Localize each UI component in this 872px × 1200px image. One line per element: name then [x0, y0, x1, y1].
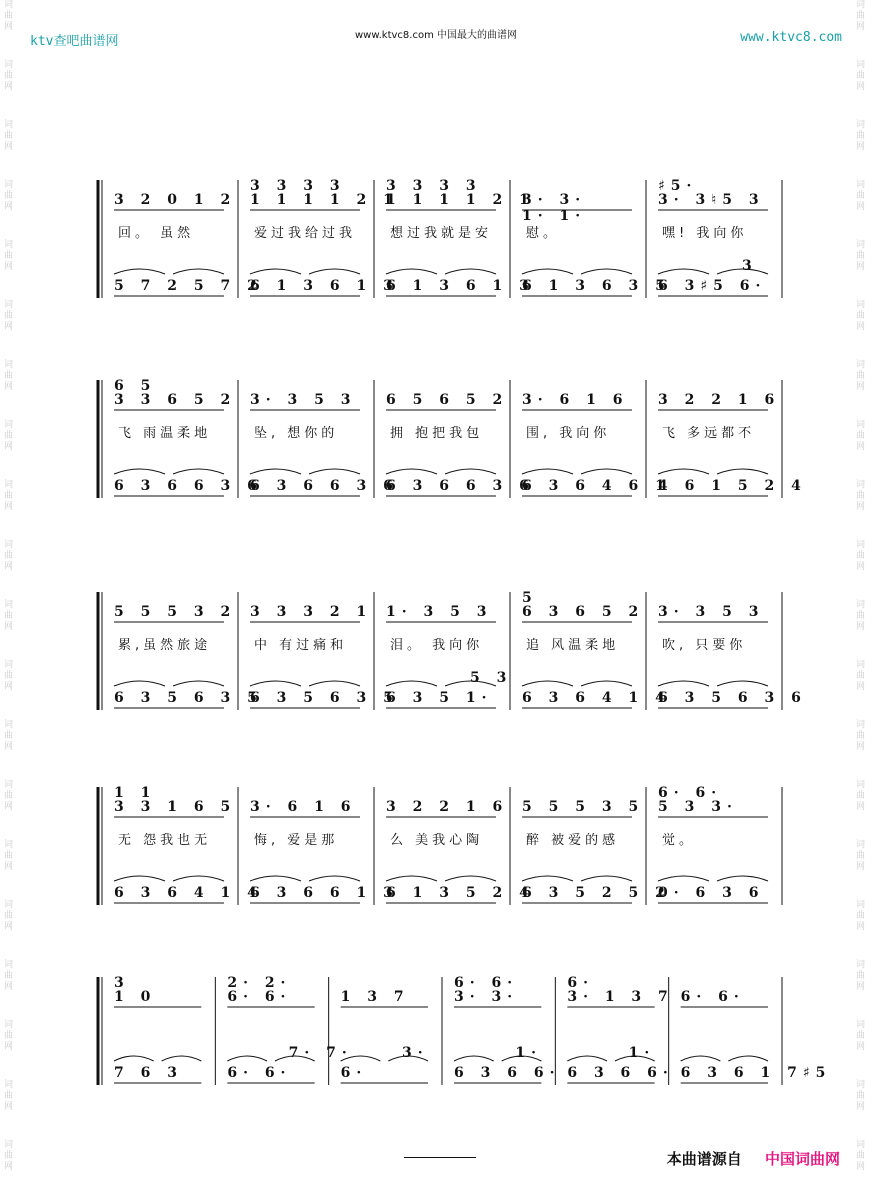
slur	[681, 1056, 721, 1061]
upper-melody-notes: 1 0	[114, 989, 157, 1005]
lyric-text: 慰。	[526, 226, 561, 241]
lyric-text: 想过我就是安	[390, 226, 493, 241]
side-watermark-text: 词 曲 网	[856, 1140, 866, 1172]
lyric-text: 无 怨我也无	[118, 833, 212, 848]
upper-high-notes: 5	[522, 590, 538, 606]
upper-melody-notes: 3 3 6 5 2	[114, 392, 237, 408]
side-watermark-text: 词 曲 网	[4, 900, 14, 932]
side-watermark-text: 词 曲 网	[4, 960, 14, 992]
lyric-text: 么 美我心陶	[390, 833, 484, 848]
lower-chord-notes: 3	[742, 258, 758, 274]
lower-chord-notes: 1·	[515, 1045, 542, 1061]
side-watermark-text: 词 曲 网	[856, 240, 866, 272]
slur	[454, 1056, 494, 1061]
lower-accompaniment-notes: 6 3 5 6 3 6	[658, 690, 807, 706]
slur	[162, 1056, 202, 1061]
lower-chord-notes: 5 3	[470, 670, 513, 686]
lower-accompaniment-notes: 6 3 6 6 3 6	[250, 478, 399, 494]
upper-melody-notes: 1 1 1 1 2 1	[386, 192, 535, 208]
slur	[173, 876, 224, 881]
slur	[173, 269, 224, 274]
upper-melody-notes: 1 3 7	[340, 989, 410, 1005]
side-watermark-text: 词 曲 网	[4, 1020, 14, 1052]
lower-accompaniment-notes: 6 1 3 6 1 3	[250, 278, 399, 294]
slur	[250, 681, 301, 686]
upper-high-notes: 2· 2·	[227, 975, 292, 991]
upper-high-notes: 1 1	[114, 785, 157, 801]
side-watermark-text: 词 曲 网	[856, 0, 866, 32]
lyric-text: 醉 被爱的感	[526, 833, 620, 848]
upper-melody-notes: 5 3 3·	[658, 799, 738, 815]
upper-high-notes: 3 3 3 3	[386, 178, 482, 194]
upper-high-notes: 6·	[567, 975, 594, 991]
lower-accompaniment-notes: 6· 6·	[227, 1065, 292, 1081]
upper-high-notes: 6· 6·	[658, 785, 723, 801]
lower-accompaniment-notes: 6 3 6 4 1 4	[522, 690, 671, 706]
lyric-text: 围, 我向你	[526, 426, 611, 441]
upper-melody-notes: 3· 3·	[522, 192, 587, 208]
lower-accompaniment-notes: 6 3 6 4 6 1	[522, 478, 671, 494]
upper-melody-notes: 3· 1 3 7	[567, 989, 674, 1005]
side-watermark-text: 词 曲 网	[856, 120, 866, 152]
slur	[386, 469, 437, 474]
slur	[309, 469, 360, 474]
slur	[114, 1056, 154, 1061]
lyric-text: 中 有过痛和	[254, 638, 348, 653]
side-watermark-text: 词 曲 网	[4, 480, 14, 512]
slur	[658, 681, 709, 686]
slur	[445, 469, 496, 474]
lower-accompaniment-notes: 5 7 2 5 7 2	[114, 278, 263, 294]
upper-melody-notes: 6 5 6 5 2	[386, 392, 509, 408]
upper-melody-notes: 3· 3 5 3	[658, 604, 765, 620]
lower-accompaniment-notes: 6 3 6 4 1 4	[114, 885, 263, 901]
side-watermark-text: 词 曲 网	[856, 1080, 866, 1112]
slur	[717, 469, 768, 474]
upper-melody-notes: 3 2 0 1 2	[114, 192, 237, 208]
slur	[717, 876, 768, 881]
slur	[309, 681, 360, 686]
lower-accompaniment-notes: 6 1 3 5 2 4	[386, 885, 535, 901]
lower-accompaniment-notes: 6 3♯5 6·	[658, 278, 767, 294]
side-watermark-text: 词 曲 网	[856, 360, 866, 392]
upper-high-notes: ♯5·	[658, 178, 698, 194]
upper-melody-notes: 3· 3♮5 3	[658, 192, 765, 208]
header-center-title: www.ktvc8.com 中国最大的曲谱网	[354, 30, 517, 41]
upper-melody-notes: 6 3 6 5 2	[522, 604, 645, 620]
side-watermark-text: 词 曲 网	[4, 180, 14, 212]
slur	[250, 469, 301, 474]
slur	[522, 469, 573, 474]
lyric-text: 觉。	[662, 833, 697, 848]
lower-accompaniment-notes: 6 3 5 1·	[386, 690, 493, 706]
side-watermark-text: 词 曲 网	[4, 240, 14, 272]
side-watermark-text: 词 曲 网	[856, 600, 866, 632]
slur	[581, 876, 632, 881]
upper-melody-notes: 3 2 2 1 6	[658, 392, 781, 408]
slur	[522, 681, 573, 686]
header-left-site: ktv查吧曲谱网	[30, 34, 119, 49]
slur	[386, 876, 437, 881]
upper-melody-notes: 6· 6·	[680, 989, 745, 1005]
slur	[250, 269, 301, 274]
side-watermark-text: 词 曲 网	[856, 780, 866, 812]
lyric-text: 吹, 只要你	[662, 638, 747, 653]
side-watermark-text: 词 曲 网	[4, 360, 14, 392]
side-watermark-text: 词 曲 网	[4, 780, 14, 812]
footer-source-label: 本曲谱源自	[666, 1150, 742, 1168]
upper-high-notes: 3	[114, 975, 130, 991]
slur	[114, 469, 165, 474]
footer-rule	[404, 1157, 476, 1158]
side-watermark-text: 词 曲 网	[4, 1140, 14, 1172]
lyric-text: 累,虽然旅途	[118, 638, 212, 653]
side-watermark-text: 词 曲 网	[4, 1080, 14, 1112]
lower-chord-notes: 7· 7·	[288, 1045, 353, 1061]
upper-melody-notes: 3 2 2 1 6	[386, 799, 509, 815]
slur	[309, 269, 360, 274]
lower-accompaniment-notes: 6 3 6 6·	[454, 1065, 561, 1081]
slur	[173, 469, 224, 474]
slur	[658, 469, 709, 474]
side-watermark-text: 词 曲 网	[856, 480, 866, 512]
side-watermark-text: 词 曲 网	[4, 600, 14, 632]
upper-melody-notes: 3· 6 1 6	[250, 799, 357, 815]
slur	[386, 681, 437, 686]
side-watermark-text: 词 曲 网	[4, 720, 14, 752]
slur	[522, 269, 573, 274]
upper-melody-notes: 1 1 1 1 2 1	[250, 192, 399, 208]
slur	[309, 876, 360, 881]
lower-accompaniment-notes: 6 3 6 6 1 3	[250, 885, 399, 901]
slur	[728, 1056, 768, 1061]
upper-melody-notes: 3· 6 1 6	[522, 392, 629, 408]
lower-chord-notes: 3·	[402, 1045, 429, 1061]
footer-site-name: 中国词曲网	[764, 1150, 840, 1168]
upper-melody-notes: 5 5 5 3 2	[114, 604, 237, 620]
upper-melody-notes-lower-voice: 1· 1·	[522, 208, 587, 224]
side-watermark-text: 词 曲 网	[856, 300, 866, 332]
lyric-text: 嘿! 我向你	[662, 226, 748, 241]
upper-melody-notes: 6· 6·	[227, 989, 292, 1005]
side-watermark-text: 词 曲 网	[856, 60, 866, 92]
slur	[227, 1056, 267, 1061]
side-watermark-text: 词 曲 网	[856, 900, 866, 932]
slur	[114, 681, 165, 686]
lyric-text: 回。 虽然	[118, 226, 195, 241]
lyric-text: 坠, 想你的	[254, 426, 339, 441]
lower-accompaniment-notes: 6 3 6 6 3 6	[386, 478, 535, 494]
lower-accompaniment-notes: 6 3 5 6 3 5	[250, 690, 399, 706]
slur	[445, 269, 496, 274]
side-watermark-text: 词 曲 网	[4, 300, 14, 332]
upper-melody-notes: 5 5 5 3 5	[522, 799, 645, 815]
footer-credit	[667, 1148, 840, 1169]
side-watermark-text: 词 曲 网	[4, 0, 14, 32]
slur	[173, 681, 224, 686]
side-watermark-text: 词 曲 网	[856, 840, 866, 872]
lower-accompaniment-notes: 6 1 3 6 3 5	[522, 278, 671, 294]
slur	[658, 269, 709, 274]
slur	[386, 269, 437, 274]
lyric-text: 飞 多远都不	[662, 426, 756, 441]
side-watermark-text: 词 曲 网	[856, 660, 866, 692]
lower-accompaniment-notes: 4 6 1 5 2 4	[658, 478, 807, 494]
side-watermark-text: 词 曲 网	[856, 180, 866, 212]
upper-high-notes: 6· 6·	[454, 975, 519, 991]
lyric-text: 追 风温柔地	[526, 638, 620, 653]
slur	[658, 876, 709, 881]
slur	[114, 269, 165, 274]
upper-melody-notes: 3· 3 5 3	[250, 392, 357, 408]
side-watermark-text: 词 曲 网	[4, 420, 14, 452]
side-watermark-text: 词 曲 网	[4, 660, 14, 692]
upper-melody-notes: 3 3 1 6 5	[114, 799, 237, 815]
slur	[581, 469, 632, 474]
slur	[114, 876, 165, 881]
lyric-text: 爱过我给过我	[254, 226, 357, 241]
lower-accompaniment-notes: 7 6 3	[114, 1065, 183, 1081]
lower-accompaniment-notes: 6 3 6 1 7♯5	[680, 1065, 832, 1081]
slur	[522, 876, 573, 881]
lower-accompaniment-notes: 6 3 5 6 3 5	[114, 690, 263, 706]
upper-melody-notes: 3 3 3 2 1	[250, 604, 373, 620]
side-watermark-text: 词 曲 网	[856, 540, 866, 572]
side-watermark-text: 词 曲 网	[4, 120, 14, 152]
side-watermark-text: 词 曲 网	[4, 840, 14, 872]
upper-high-notes: 6 5	[114, 378, 157, 394]
lower-accompaniment-notes: 6 3 6 6·	[567, 1065, 674, 1081]
side-watermark-text: 词 曲 网	[856, 720, 866, 752]
upper-melody-notes: 1· 3 5 3	[386, 604, 493, 620]
slur	[567, 1056, 607, 1061]
upper-high-notes: 3 3 3 3	[250, 178, 346, 194]
side-watermark-text: 词 曲 网	[856, 420, 866, 452]
side-watermark-text: 词 曲 网	[856, 960, 866, 992]
header-right-site: www.ktvc8.com	[740, 30, 842, 45]
lyric-text: 悔, 爱是那	[254, 833, 339, 848]
slur	[717, 681, 768, 686]
lower-accompaniment-notes: 6 3 6 6 3 6	[114, 478, 263, 494]
slur	[445, 876, 496, 881]
lower-chord-notes: 1·	[628, 1045, 656, 1061]
lower-accompaniment-notes: 6 3 5 2 5 2	[522, 885, 671, 901]
lyric-text: 拥 抱把我包	[390, 426, 484, 441]
lower-accompaniment-notes: 6·	[340, 1065, 368, 1081]
slur	[581, 681, 632, 686]
side-watermark-text: 词 曲 网	[4, 60, 14, 92]
lower-accompaniment-notes: 0· 6 3 6	[658, 885, 765, 901]
lyric-text: 飞 雨温柔地	[118, 426, 212, 441]
side-watermark-text: 词 曲 网	[4, 540, 14, 572]
lower-accompaniment-notes: 6 1 3 6 1 3	[386, 278, 535, 294]
slur	[250, 876, 301, 881]
slur	[581, 269, 632, 274]
lyric-text: 泪。 我向你	[390, 638, 484, 653]
upper-melody-notes: 3· 3·	[454, 989, 519, 1005]
side-watermark-text: 词 曲 网	[856, 1020, 866, 1052]
